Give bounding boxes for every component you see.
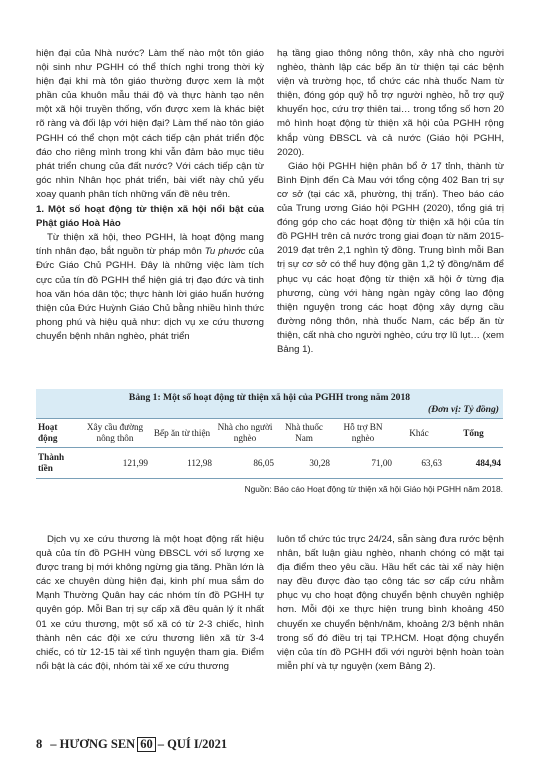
column-bottom-right (277, 533, 504, 674)
table-caption (36, 389, 503, 418)
text-run: của Đức Giáo Chủ PGHH. Đây là những việc làm tích cực của tín đồ PGHH thể hiện giá trị đạo đức và tinh hoa văn hóa dân tộc; thực hành lời giáo huấn hướng thiện của Đức Huỳnh Giáo Chủ bằng nhiều hình thức phong phú và hiệu quả như: dịch vụ xe cứu thương chuyển bệnh nhân nghèo, phát triển (36, 246, 265, 342)
table-source: Nguồn: Báo cáo Hoạt động từ thiện xã hội Giáo hội PGHH năm 2018. (244, 484, 503, 494)
journal-name: – HƯƠNG SEN (50, 737, 136, 751)
page-footer (36, 737, 227, 752)
section-heading: 1. Một số hoạt động từ thiện xã hội nổi bật của Phật giáo Hoà Hảo (36, 204, 264, 230)
table-1 (36, 389, 503, 494)
table-cell: 71,00 (332, 448, 394, 479)
paragraph: Dịch vụ xe cứu thương là một hoạt động rất hiệu quả của tín đồ PGHH vùng ĐBSCL với số lượng xe được trang bị mới không ngừng gia tăng. Phần lớn là các xe chuyên dùng hiện đại, kinh phí mua sắm do Mạnh Thường Quân hay các nhóm tín đồ PGHH tự quyên góp. Mỗi Ban trị sự cấp xã đều quản lý ít nhất 01 xe cứu thương, một số xã có từ 2-3 chiếc, hình thành nên các đội xe cứu thương liên xã từ 3-4 chiếc, có từ 12-15 tài xế tình nguyện tham gia. Điểm nổi bật là các đội, nhóm tài xế xe cứu thương (36, 534, 264, 672)
column-header-total: Tổng (444, 419, 503, 448)
column-header: Khác (394, 419, 444, 448)
row-header-label: Hoạt động (36, 419, 80, 448)
issue-number: 60 (137, 737, 156, 752)
table-cell: 112,98 (150, 448, 214, 479)
paragraph: hạ tầng giao thông nông thôn, xây nhà cho người nghèo, thành lập các bếp ăn từ thiện tại các bệnh viện và trường học, tổ chức các nhà thuốc Nam từ thiện, đóng góp quỹ hỗ trợ người nghèo, hỗ trợ quỹ khuyến học, cứu trợ thiên tai… trong tổng số hơn 20 mô hình hoạt động từ thiện xã hội của PGHH rộng khắp vùng ĐBSCL và cả nước (Giáo hội PGHH, 2020). (277, 48, 504, 158)
paragraph: luôn tổ chức túc trực 24/24, sẵn sàng đưa rước bệnh nhân, bất luận giàu nghèo, nhanh chóng có mặt tại địa điểm theo yêu cầu. Hầu hết các tài xế này hiện nay đều được đào tạo công tác sơ cấp cứu nhằm phục vụ cho hoạt động chuyển bệnh chuyên nghiệp hơn. Mỗi đội xe thực hiện trung bình khoảng 450 chuyến xe chuyển bệnh/năm, khoảng 2/3 bệnh nhân trong số đó điều trị tại TP.HCM. Hoạt động chuyển viện của tín đồ PGHH đối với người bệnh hoàn toàn miễn phí và tự nguyện (xem Bảng 2). (277, 534, 504, 672)
table-title: Bảng 1: Một số hoạt động từ thiện xã hội của PGHH trong năm 2018 (128, 392, 411, 403)
table-row (36, 448, 503, 479)
column-top-right (277, 47, 504, 357)
table-cell: 121,99 (80, 448, 150, 479)
italic-term: Tu phước (204, 246, 246, 258)
column-header: Nhà cho người nghèo (214, 419, 276, 448)
table-cell: 30,28 (276, 448, 332, 479)
table-cell-total: 484,94 (444, 448, 503, 479)
text-run: Từ thiện xã hội, theo PGHH, là hoạt động mang tính nhân đạo, bắt nguồn từ pháp môn (36, 232, 264, 258)
column-header: Xây cầu đường nông thôn (80, 419, 150, 448)
column-header: Bếp ăn từ thiện (150, 419, 214, 448)
table-unit: (Đơn vị: Tỷ đồng) (428, 404, 499, 415)
table-header-row (36, 419, 503, 448)
data-table (36, 418, 503, 479)
column-top-left (36, 47, 264, 344)
table-cell: 63,63 (394, 448, 444, 479)
column-header: Hỗ trợ BN nghèo (332, 419, 394, 448)
column-header: Nhà thuốc Nam (276, 419, 332, 448)
table-cell: 86,05 (214, 448, 276, 479)
paragraph (36, 231, 264, 344)
paragraph: Giáo hội PGHH hiện phân bổ ở 17 tỉnh, thành từ Bình Định đến Cà Mau với tổng cộng 402 Ban trị sự cơ sở (tại các xã, phường, thị trấn). Theo báo cáo của Trung ương Giáo hội PGHH (2020), tổng giá trị đóng góp cho các hoạt động từ thiện xã hội của tín đồ PGHH trên cả nước trong giai đoạn từ năm 2015-2019 đạt trên 2,1 nghìn tỷ đồng. Trung bình mỗi Ban trị sự cơ sở có thể huy động gần 1,2 tỷ đồng/năm để phục vụ các hoạt động từ thiện xã hội ở từng địa phương, cùng với hàng ngàn ngày công lao động thiện nguyện trong các hoạt động xây dựng cầu đường nông thôn, nhà thuốc Nam, các bếp ăn từ thiện, cất nhà cho người nghèo, cứu trợ lũ lụt… (xem Bảng 1). (277, 160, 504, 355)
page-number: 8 (36, 737, 43, 751)
issue-period: – QUÍ I/2021 (157, 737, 228, 751)
column-bottom-left (36, 533, 264, 674)
paragraph: hiện đại của Nhà nước? Làm thế nào một tôn giáo nội sinh như PGHH có thể thích nghi trong thời kỳ hiện đại khi mà tôn giáo thường được xem là một phần của khuôn mẫu thái độ và thực hành tạo nên một xã hội truyền thống, vốn được xem là khác biệt rõ ràng và đối lập với hiện đại? Làm thế nào tôn giáo PGHH có thể chọn một cách tiếp cận phát triển độc đáo cho riêng mình trong khi vẫn đảm bảo mục tiêu phát triển chung của đất nước? Với cách tiếp cận từ góc nhìn Nhân học phát triển, bài viết này chủ yếu xoay quanh phân tích những vấn đề nêu trên. (36, 48, 264, 200)
row-label: Thành tiền (36, 448, 80, 479)
